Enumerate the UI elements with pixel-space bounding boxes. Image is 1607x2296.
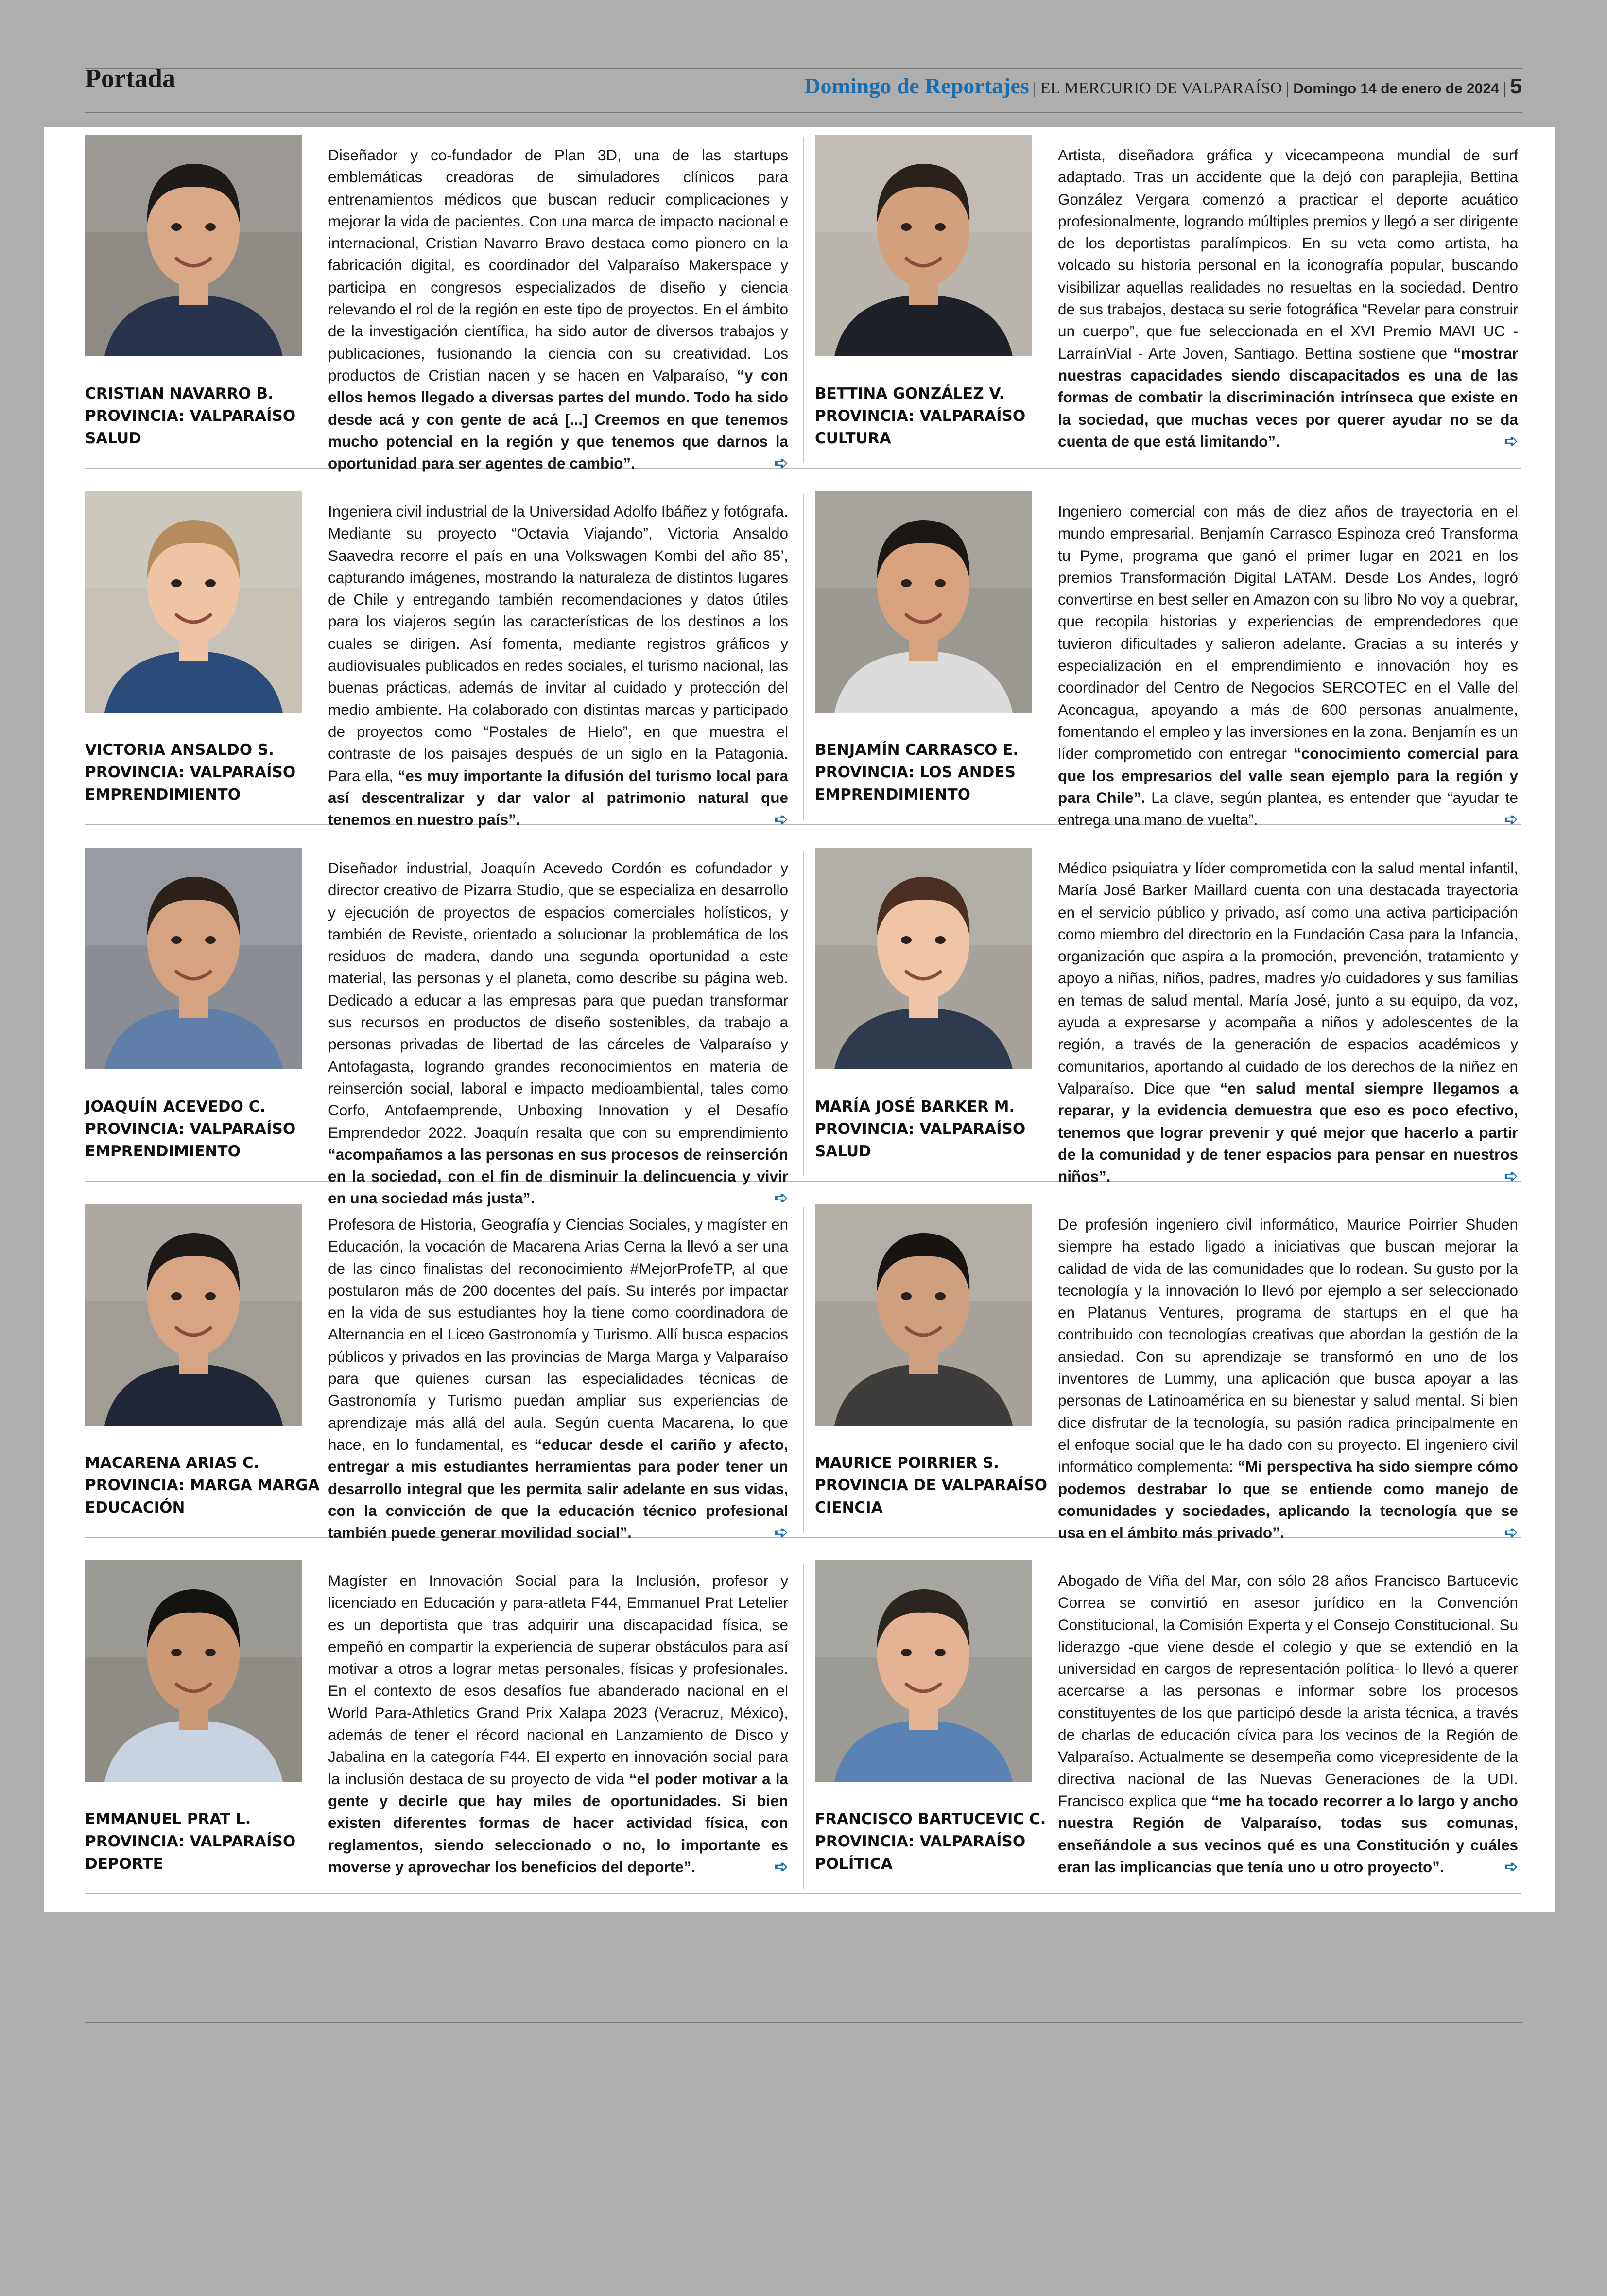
profile-province: PROVINCIA: VALPARAÍSO xyxy=(85,764,296,781)
profile-caption xyxy=(815,1452,1048,1519)
portrait-illustration xyxy=(815,848,1032,1069)
arrow-right-icon: ➪ xyxy=(1504,810,1518,829)
profile-name: VICTORIA ANSALDO S. xyxy=(85,741,274,759)
profile-bio xyxy=(1058,501,1518,831)
bio-quote: “mostrar nuestras capacidades siendo discapacitados es una de las formas de combatir la discriminación intrínseca que existe en la sociedad, que muchas veces por querer ayudar no se da cuenta de que está limitando”. xyxy=(1058,344,1518,450)
supplement-brand: Domingo de Reportajes xyxy=(804,73,1029,98)
portrait-photo xyxy=(85,1204,302,1426)
profile-province: PROVINCIA: VALPARAÍSO xyxy=(85,1833,296,1850)
column-divider xyxy=(803,1207,804,1533)
profile-bio xyxy=(1058,857,1518,1187)
profile-province: PROVINCIA DE VALPARAÍSO xyxy=(815,1477,1047,1494)
profile-card xyxy=(85,135,788,473)
bio-text: Ingeniera civil industrial de la Universidad Adolfo Ibáñez y fotógrafa. Mediante su proyecto “Octavia Viajando”, Victoria Ansaldo Saavedra recorre el país en una Volkswagen Kombi del año 85’, capturando imágenes, mostrando la naturaleza de distintos lugares de Chile y entregando también recomendaciones y datos útiles para los viajeros según las características de los destinos a los cuales se dirigen. Así fomenta, mediante registros gráficos y audiovisuales publicados en redes sociales, el turismo nacional, las buenas prácticas, además de invitar al cuidado y protección del medio ambiente. Ha colaborado con distintas marcas y participado de proyectos como “Postales de Hielo”, en que muestra el contraste de los paisajes después de un siglo en la Patagonia. Para ella, xyxy=(328,503,788,784)
arrow-right-icon: ➪ xyxy=(1504,432,1518,451)
bio-quote: “conocimiento comercial para que los empresarios del valle sean ejemplo para la región y para Chile”. xyxy=(1058,745,1518,806)
issue-date: Domingo 14 de enero de 2024 xyxy=(1293,81,1499,97)
portrait-photo xyxy=(815,135,1032,356)
profile-province: PROVINCIA: VALPARAÍSO xyxy=(815,1833,1026,1850)
profile-name: MACARENA ARIAS C. xyxy=(85,1454,259,1472)
bio-quote: “me ha tocado recorrer a lo largo y ancho nuestra Región de Valparaíso, todas sus comunas, enseñándole a sus vecinos qué es una Constitución y cuáles eran las implicancias que tenía uno u otro proyecto”. xyxy=(1058,1792,1518,1876)
profile-province: PROVINCIA: VALPARAÍSO xyxy=(85,407,296,425)
column-divider xyxy=(803,137,804,463)
arrow-right-icon: ➪ xyxy=(774,1523,788,1542)
profile-province: PROVINCIA: VALPARAÍSO xyxy=(85,1120,296,1138)
profile-name: CRISTIAN NAVARRO B. xyxy=(85,385,274,402)
portrait-photo xyxy=(85,135,302,356)
profile-card xyxy=(85,1560,788,1876)
profile-category: DEPORTE xyxy=(85,1855,163,1873)
page-folio: Domingo de Reportajes | EL MERCURIO DE VALPARAÍSO | Domingo 14 de enero de 2024 | 5 xyxy=(804,73,1522,98)
arrow-right-icon: ➪ xyxy=(774,1857,788,1876)
profile-category: EMPRENDIMIENTO xyxy=(85,1143,241,1160)
bio-text: Artista, diseñadora gráfica y vicecampeona mundial de surf adaptado. Tras un accidente que la dejó con paraplejia, Bettina González Vergara comenzó a practicar el deporte acuático profesionalmente, logrando múltiples premios y llegó a ser dirigente de los deportistas paralímpicos. En su veta como artista, ha volcado su historia personal en la iconografía popular, buscando visibilizar aquellas realidades no resueltas en la sociedad. Dentro de sus trabajos, destaca su serie fotográfica “Revelar para construir un cuerpo”, que fue seleccionada en el XVI Premio MAVI UC - LarraínVial - Arte Joven, Santiago. Bettina sostiene que xyxy=(1058,146,1518,362)
arrow-right-icon: ➪ xyxy=(774,1189,788,1208)
profile-card xyxy=(85,491,789,829)
portrait-illustration xyxy=(85,848,302,1069)
column-divider xyxy=(803,494,804,820)
profile-card xyxy=(815,1560,1518,1876)
profile-category: SALUD xyxy=(815,1143,871,1160)
profile-name: MAURICE POIRRIER S. xyxy=(815,1454,1000,1472)
profile-bio xyxy=(1058,1214,1518,1544)
profile-bio xyxy=(328,1570,788,1878)
bio-quote: “acompañamos a las personas en sus procesos de reinserción en la sociedad, con el fin de disminuir la delincuencia y vivir en una sociedad más justa”. xyxy=(328,1145,788,1207)
profile-bio xyxy=(328,857,788,1210)
bio-quote: “Mi perspectiva ha sido siempre cómo podemos destrabar lo que se entiende como manejo de comunidades y sociedades, aplicando la tecnología que se usa en el ámbito más privado”. xyxy=(1058,1458,1518,1542)
page-number: 5 xyxy=(1510,74,1522,98)
portrait-illustration xyxy=(85,1560,302,1782)
profile-caption xyxy=(85,1808,318,1875)
profile-caption xyxy=(815,1808,1048,1875)
profile-category: EDUCACIÓN xyxy=(85,1499,185,1516)
column-divider xyxy=(803,1564,804,1889)
arrow-right-icon: ➪ xyxy=(774,454,788,473)
arrow-right-icon: ➪ xyxy=(774,810,788,829)
column-divider xyxy=(803,851,804,1176)
profile-bio xyxy=(328,1214,788,1544)
row-divider xyxy=(85,468,1521,469)
profile-category: CULTURA xyxy=(815,430,891,447)
bio-text: Médico psiquiatra y líder comprometida con la salud mental infantil, María José Barker Maillard cuenta con una destacada trayectoria en el servicio público y privado, así como una activa participación como miembro del directorio en la Fundación Casa para la Infancia, organización que aspira a la promoción, prevención, tratamiento y apoyo a niñas, niños, padres, madres y/o cuidadores y sus familias en temas de salud mental. María José, junto a su equipo, da voz, ayuda a expresarse y acompaña a niños y adolescentes de la región, a través de la generación de espacios académicos y comunitarios, aportando al cuidado de los derechos de la niñez en Valparaíso. Dice que xyxy=(1058,859,1518,1097)
bio-text: Diseñador industrial, Joaquín Acevedo Cordón es cofundador y director creativo de Pizarra Studio, que se especializa en desarrollo y ejecución de proyectos de espacios comerciales holísticos, y también de Reviste, orientado a solucionar la problemática de los residuos de madera, dando una segunda oportunidad a este material, las personas y el planeta, como describe su página web. Dedicado a educar a las empresas para que puedan transformar sus recursos en productos de diseño sostenibles, da trabajo a personas privadas de libertad de las cárceles de Valparaíso y Antofagasta, logrando grandes reconocimientos en materia de reinserción social, laboral e impacto medioambiental, tales como Corfo, Antofaemprende, Unboxing Innovation y el Desafío Emprendedor 2022. Joaquín resalta que con su emprendimiento xyxy=(328,859,788,1141)
bio-text: Abogado de Viña del Mar, con sólo 28 años Francisco Bartucevic Correa se convirtió en asesor jurídico en la Convención Constitucional, la Comisión Experta y el Consejo Constitucional. Su liderazgo -que viene desde el colegio y que se extendió en la universidad en cargos de representación política- lo llevó a querer acercarse a las personas e informar sobre los procesos constituyentes de los que participó desde la arista técnica, a través de charlas de educación cívica para los vecinos de la Región de Valparaíso. Actualmente se desempeña como vicepresidente de la directiva nacional de las Nuevas Generaciones de la UDI. Francisco explica que xyxy=(1058,1572,1518,1809)
portrait-illustration xyxy=(85,491,302,713)
profile-province: PROVINCIA: MARGA MARGA xyxy=(85,1477,320,1494)
portrait-illustration xyxy=(815,1204,1032,1426)
profile-name: JOAQUÍN ACEVEDO C. xyxy=(85,1098,266,1115)
bio-closing: La clave, según plantea, es entender que “ayudar te entrega una mano de vuelta”. xyxy=(1058,788,1518,829)
bio-text: De profesión ingeniero civil informático, Maurice Poirrier Shuden siempre ha estado ligado a iniciativas que buscan mejorar la calidad de vida de las comunidades que lo rodean. Su gusto por la tecnología y la innovación lo llevó por ejemplo a ser seleccionado en Platanus Ventures, programa de startups en el que ha contribuido con tecnologías creativas que abordan la gestión de la ansiedad. Con su aprendizaje se transformó en uno de los inventores de Lummy, una aplicación que busca apoyar a las personas de Latinoamérica en su bienestar y salud mental. Si bien dice disfrutar de la tecnología, su pasión radica principalmente en el enfoque social que le ha dado con su proyecto. El ingeniero civil informático complementa: xyxy=(1058,1216,1518,1476)
profile-name: BETTINA GONZÁLEZ V. xyxy=(815,385,1005,402)
portrait-photo xyxy=(815,1204,1032,1426)
bio-quote: “es muy importante la difusión del turismo local para así descentralizar y dar valor al patrimonio natural que tenemos en nuestro país”. xyxy=(328,766,789,829)
profile-bio xyxy=(328,144,788,474)
row-divider xyxy=(85,1893,1521,1894)
profile-name: MARÍA JOSÉ BARKER M. xyxy=(815,1098,1015,1115)
bio-text: Diseñador y co-fundador de Plan 3D, una de las startups emblemáticas creadoras de simuladores clínicos para entrenamientos médicos que buscan reducir complicaciones y mejorar la vida de pacientes. Con una marca de impacto nacional e internacional, Cristian Navarro Bravo destaca como pionero en la fabricación digital, es coordinador del Valparaíso Makerspace y participa en congresos especializados de diseño y ciencia relevando el rol de la región en este tipo de proyectos. En el ámbito de la investigación científica, ha sido autor de diversos trabajos y publicaciones, fusionando la ciencia con su creatividad. Los productos de Cristian nacen y se hacen en Valparaíso, xyxy=(328,146,788,384)
portrait-photo xyxy=(815,1560,1032,1782)
profile-bio xyxy=(1058,144,1518,452)
profile-category: CIENCIA xyxy=(815,1499,883,1516)
profile-card xyxy=(815,491,1518,829)
profile-card xyxy=(815,848,1518,1186)
bio-quote: “educar desde el cariño y afecto, entregar a mis estudiantes herramientas para poder tener un desarrollo integral que les permita salir adelante en sus vidas, con la convicción de que la educación técnico profesional también puede generar movilidad social”. xyxy=(328,1435,788,1542)
arrow-right-icon: ➪ xyxy=(1504,1857,1518,1876)
profile-category: POLÍTICA xyxy=(815,1855,893,1873)
profile-card xyxy=(815,135,1518,451)
profile-caption xyxy=(85,739,318,806)
profile-caption xyxy=(815,739,1048,806)
profile-name: BENJAMÍN CARRASCO E. xyxy=(815,741,1019,759)
bio-quote: “y con ellos hemos llegado a diversas partes del mundo. Todo ha sido desde acá y con gente de acá [...] Creemos en que tenemos mucho potencial en la región y que tenemos que darnos la oportunidad para ser agentes de cambio”. xyxy=(328,366,788,472)
profile-name: EMMANUEL PRAT L. xyxy=(85,1810,251,1828)
profile-caption xyxy=(815,1096,1048,1163)
header-bottom-rule xyxy=(85,112,1522,113)
portrait-photo xyxy=(815,491,1032,713)
portrait-photo xyxy=(85,848,302,1069)
profile-province: PROVINCIA: VALPARAÍSO xyxy=(815,407,1026,425)
portrait-photo xyxy=(85,1560,302,1782)
arrow-right-icon: ➪ xyxy=(1504,1167,1518,1186)
profile-province: PROVINCIA: LOS ANDES xyxy=(815,764,1016,781)
portrait-illustration xyxy=(85,135,302,356)
profile-category: SALUD xyxy=(85,430,141,447)
profile-caption xyxy=(85,1096,318,1163)
profile-card xyxy=(815,1204,1518,1542)
bio-text: Magíster en Innovación Social para la Inclusión, profesor y licenciado en Educación y para-atleta F44, Emmanuel Prat Letelier es un deportista que tras adquirir una discapacidad física, se empeñó en compartir la experiencia de superar obstáculos para así motivar a otros a lograr metas personales, físicas y profesionales. En el contexto de esos desafíos fue abanderado nacional en el World Para-Athletics Grand Prix Xalapa 2023 (Veracruz, México), además de tener el récord nacional en Lanzamiento de Disco y Jabalina en la categoría F44. El experto en innovación social para la inclusión destaca de su proyecto de vida xyxy=(328,1572,788,1788)
arrow-right-icon: ➪ xyxy=(1504,1523,1518,1542)
newspaper-name: EL MERCURIO DE VALPARAÍSO xyxy=(1040,79,1282,97)
profile-province: PROVINCIA: VALPARAÍSO xyxy=(815,1120,1026,1138)
portrait-illustration xyxy=(85,1204,302,1426)
section-label: Portada xyxy=(85,64,175,93)
portrait-photo xyxy=(85,491,302,713)
profile-name: FRANCISCO BARTUCEVIC C. xyxy=(815,1810,1046,1828)
bio-text: Profesora de Historia, Geografía y Ciencias Sociales, y magíster en Educación, la vocación de Macarena Arias Cerna la llevó a ser una de las cinco finalistas del reconocimiento #MejorProfeTP, al que postularon más de 200 docentes del país. Su interés por impactar en la vida de sus estudiantes hoy la tiene como coordinadora de Alternancia en el Liceo Gastronomía y Turismo. Allí busca espacios públicos y privados en las provincias de Marga Marga y Valparaíso para que quienes cursan las especialidades técnicas de Gastronomía y Turismo puedan ampliar sus experiencias de aprendizaje más allá del aula. Según cuenta Macarena, lo que hace, en lo fundamental, es xyxy=(328,1216,788,1453)
profile-category: EMPRENDIMIENTO xyxy=(85,786,241,803)
bio-quote: “el poder motivar a la gente y decirle que hay miles de oportunidades. Si bien existen diferentes formas de hacer actividad física, con reglamentos, siendo seleccionado o no, lo importante es moverse y aprovechar los beneficios del deporte”. xyxy=(328,1770,788,1876)
profile-bio xyxy=(328,501,788,831)
portrait-illustration xyxy=(815,1560,1032,1782)
profile-bio xyxy=(1058,1570,1518,1878)
bio-text: Ingeniero comercial con más de diez años de trayectoria en el mundo empresarial, Benjamín Carrasco Espinoza creó Transforma tu Pyme, programa que ganó el primer lugar en 2021 en los premios Transformación Digital LATAM. Desde Los Andes, logró convertirse en best seller en Amazon con su libro No voy a quebrar, que recopila historias y experiencias de emprendedores que tuvieron dificultades y salieron adelante. Gracias a su interés y especialización en el emprendimiento e innovación hoy es coordinador del Centro de Negocios SERCOTEC en el Valle del Aconcagua, apoyando a más de 600 personas anualmente, fomentando el empleo y las inversiones en la zona. Benjamín es un líder comprometido con entregar xyxy=(1058,503,1518,763)
header-top-rule xyxy=(85,68,1522,69)
profile-caption xyxy=(85,383,318,450)
profile-caption xyxy=(85,1452,318,1519)
profile-caption xyxy=(815,383,1048,450)
profile-category: EMPRENDIMIENTO xyxy=(815,786,971,803)
profile-card xyxy=(85,848,788,1208)
portrait-photo xyxy=(815,848,1032,1069)
bio-quote: “en salud mental siempre llegamos a reparar, y la evidencia demuestra que eso es poco efectivo, tenemos que lograr prevenir y qué mejor que hacerlo a partir de la comunidad y de tener espacios para pensar en nuestros niños”. xyxy=(1058,1079,1518,1185)
portrait-illustration xyxy=(815,135,1032,356)
profile-card xyxy=(85,1204,788,1542)
portrait-illustration xyxy=(815,491,1032,713)
footer-rule xyxy=(85,2022,1522,2023)
